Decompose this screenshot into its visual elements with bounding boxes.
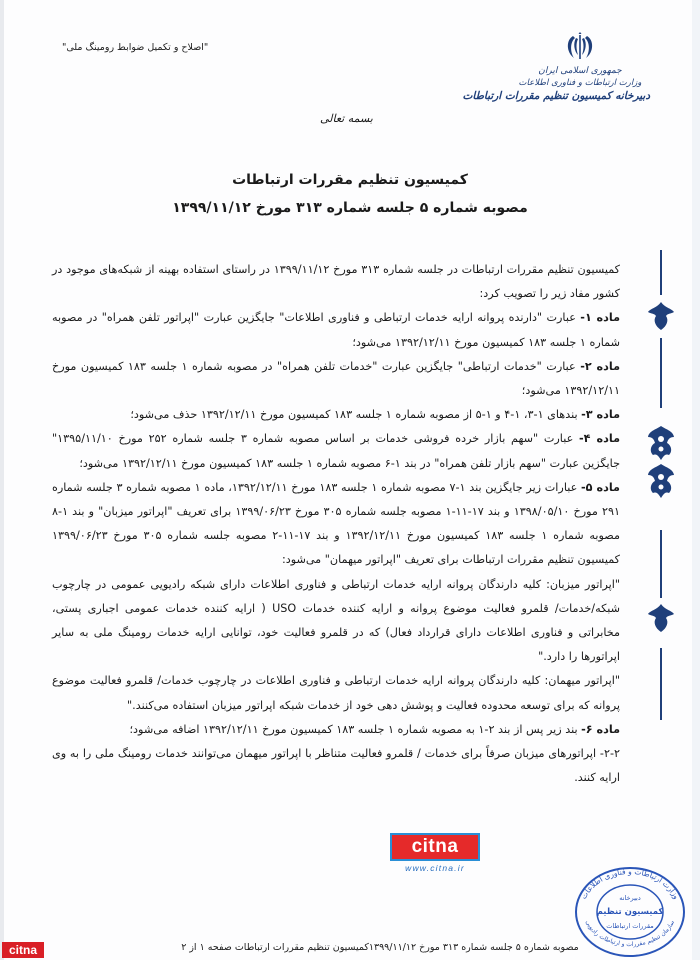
document-title: کمیسیون تنظیم مقررات ارتباطات bbox=[232, 172, 468, 188]
citna-url: www.citna.ir bbox=[405, 863, 465, 873]
page-right-edge bbox=[692, 0, 700, 960]
letterhead bbox=[462, 28, 650, 102]
org-line-3: دبیرخانه کمیسیون تنظیم مقررات ارتباطات bbox=[462, 90, 650, 102]
citna-watermark bbox=[385, 833, 485, 873]
stamp-inner-line-2: کمیسیون تنظیم bbox=[596, 907, 664, 917]
clause-2-2: ۲-۲- اپراتورهای میزبان صرفاً برای خدمات / قلمرو فعالیت متناظر با اپراتور میهمان می‌توانند خدمات رومینگ ملی را به وی ارایه کنند. bbox=[52, 747, 620, 785]
article-3 bbox=[52, 403, 620, 427]
article-1 bbox=[52, 306, 620, 354]
margin-line bbox=[660, 250, 662, 295]
definition-guest-operator: "اپراتور میهمان: کلیه دارندگان پروانه ارایه خدمات ارتباطی و فناوری اطلاعات در چارچوب خدمات/ قلمرو فعالیت موضوع پروانه که برای توسعه محدوده فعالیت و پوشش دهی خود از خدمات شبکه اپراتور میزبان استفاده می‌کنند." bbox=[52, 674, 620, 712]
article-label: ماده ۵- bbox=[580, 480, 620, 494]
article-5 bbox=[52, 476, 620, 573]
arabesque-ornament-icon bbox=[645, 425, 677, 461]
citna-logo: citna bbox=[390, 833, 480, 861]
article-text: عبارت "سهم بازار خرده فروشی خدمات بر اساس مصوبه شماره ۳ جلسه شماره ۲۵۲ مورخ ۱۳۹۵/۱۱/۱۰" جایگزین عبارت "سهم بازار تلفن همراه" در بند ۱-۶ مصوبه شماره ۱ جلسه ۱۸۳ کمیسیون مورخ ۱۳۹۲/۱۲/۱۱ می‌شود؛ bbox=[52, 432, 620, 470]
top-note: "اصلاح و تکمیل ضوابط رومینگ ملی" bbox=[62, 42, 209, 53]
stamp-inner-line-1: دبیرخانه bbox=[619, 894, 641, 902]
citna-corner-logo: citna bbox=[2, 942, 44, 958]
org-line-1: جمهوری اسلامی ایران bbox=[538, 66, 622, 76]
page-footer: مصوبه شماره ۵ جلسه شماره ۳۱۳ مورخ ۱۳۹۹/۱۱/۱۲کمیسیون تنظیم مقررات ارتباطات صفحه ۱ از ۲ bbox=[181, 942, 579, 953]
org-line-2: وزارت ارتباطات و فناوری اطلاعات bbox=[518, 78, 642, 88]
margin-line bbox=[660, 338, 662, 408]
intro-paragraph: کمیسیون تنظیم مقررات ارتباطات در جلسه شماره ۳۱۳ مورخ ۱۳۹۹/۱۱/۱۲ در راستای استفاده بهینه از شبکه‌های موجود در کشور مفاد زیر را تصویب کرد: bbox=[52, 263, 620, 301]
margin-line bbox=[660, 648, 662, 720]
article-label: ماده ۶- bbox=[581, 722, 620, 736]
arabesque-ornament-icon bbox=[645, 602, 677, 634]
stamp-inner-line-3: مقررات ارتباطات bbox=[606, 922, 654, 930]
bismillah: بسمه تعالی bbox=[320, 112, 373, 125]
article-4 bbox=[52, 427, 620, 475]
article-label: ماده ۳- bbox=[581, 408, 620, 422]
document-subtitle: مصوبه شماره ۵ جلسه شماره ۳۱۳ مورخ ۱۳۹۹/۱۱/۱۲ bbox=[172, 200, 528, 216]
article-6 bbox=[52, 718, 620, 742]
iran-emblem-icon bbox=[510, 28, 650, 62]
article-label: ماده ۴- bbox=[578, 432, 621, 446]
article-text: بند زیر پس از بند ۲-۱ به مصوبه شماره ۱ جلسه ۱۸۳ کمیسیون مورخ ۱۳۹۲/۱۲/۱۱ اضافه می‌شود؛ bbox=[129, 722, 582, 736]
article-label: ماده ۲- bbox=[580, 359, 620, 373]
stamp-bottom-text: سازمان تنظیم مقررات و ارتباطات رادیویی bbox=[583, 919, 677, 949]
article-text: عبارت "دارنده پروانه ارایه خدمات ارتباطی و فناوری اطلاعات" جایگزین عبارت "اپراتور تلفن همراه" در مصوبه شماره ۱ جلسه ۱۸۳ کمیسیون مورخ ۱۳۹۲/۱۲/۱۱ می‌شود؛ bbox=[52, 311, 620, 349]
article-label: ماده ۱- bbox=[580, 311, 620, 325]
margin-line bbox=[660, 530, 662, 598]
arabesque-ornament-icon bbox=[645, 300, 677, 332]
page-left-edge bbox=[0, 0, 4, 960]
stamp-outer-text: وزارت ارتباطات و فناوری اطلاعات bbox=[578, 866, 682, 901]
margin-ornaments bbox=[642, 250, 682, 750]
article-2 bbox=[52, 355, 620, 403]
document-body bbox=[52, 258, 620, 790]
article-text: عبارات زیر جایگزین بند ۱-۷ مصوبه شماره ۱ جلسه ۱۸۳ مورخ ۱۳۹۲/۱۲/۱۱، ماده ۱ مصوبه شماره ۳ جلسه شماره ۲۹۱ مورخ ۱۳۹۸/۰۵/۱۰ و بند ۱۷-۱۱-۱ مصوبه جلسه شماره ۳۰۵ مورخ ۱۳۹۹/۰۶/۲۳ برای تعریف "اپراتور میزبان" و بند ۱-۸ مصوبه شماره ۱ جلسه ۱۸۳ کمیسیون مورخ ۱۳۹۲/۱۲/۱۱ و بند ۱۷-۱۱-۲ مصوبه جلسه شماره ۳۰۵ مورخ ۱۳۹۹/۰۶/۲۳ کمیسیون تنظیم مقررات ارتباطات برای تعریف "اپراتور میهمان" می‌شود: bbox=[52, 480, 621, 567]
article-text: عبارت "خدمات ارتباطی" جایگزین عبارت "خدمات تلفن همراه" در مصوبه شماره ۱ جلسه ۱۸۳ کمیسیون مورخ ۱۳۹۲/۱۲/۱۱ می‌شود؛ bbox=[52, 359, 620, 398]
arabesque-ornament-icon bbox=[645, 463, 677, 499]
article-text: بندهای ۱-۳، ۱-۴ و ۱-۵ از مصوبه شماره ۱ جلسه ۱۸۳ کمیسیون مورخ ۱۳۹۲/۱۲/۱۱ حذف می‌شود؛ bbox=[130, 408, 582, 422]
definition-host-operator: "اپراتور میزبان: کلیه دارندگان پروانه ارایه خدمات ارتباطی و فناوری اطلاعات دارای شبکه رادیویی عمومی در چارچوب شبکه/خدمات/ قلمرو فعالیت موضوع پروانه و ارایه کننده خدمات USO ( ارایه کننده خدمات عمومی اجباری پستی، مخابراتی و فناوری اطلاعات دارای قرارداد فعال) که در قلمرو فعالیت خود، توانایی ارایه خدمات رومینگ ملی به سایر اپراتورها را دارد." bbox=[52, 577, 621, 664]
